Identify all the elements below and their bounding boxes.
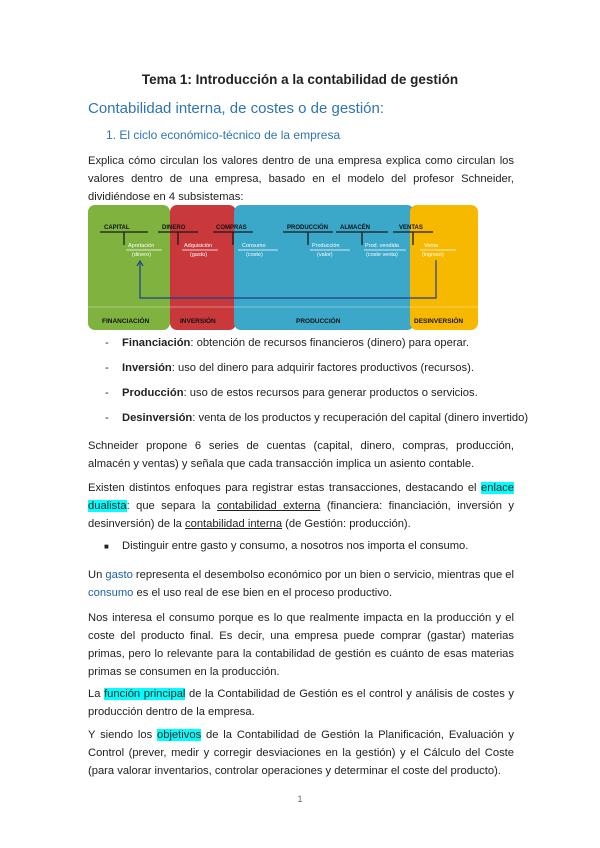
cell-prod-vendida-sub: (coste venta) xyxy=(366,252,398,258)
block-produccion xyxy=(234,205,414,330)
gasto-paragraph: Un gasto representa el desembolso económico por un bien o servicio, mientras que el consumo es el uso real de ese bien en el proceso productivo. xyxy=(88,569,515,599)
top-label-compras: COMPRAS xyxy=(216,225,247,231)
top-label-dinero: DINERO xyxy=(162,225,186,231)
funcion-paragraph: La función principal de la Contabilidad de Gestión es el control y análisis de costes y producción dentro de la empresa. xyxy=(88,688,514,718)
block-inversion xyxy=(170,205,236,330)
bullet-inversion: Inversión: uso del dinero para adquirir factores productivos (recursos). xyxy=(122,362,474,374)
intro-paragraph: Explica cómo circulan los valores dentro de una empresa explica como circulan los valores dentro de una empresa, basado en el modelo del profesor Schneider, dividiéndose en 4 subsistemas: xyxy=(88,155,514,203)
bullet-desinversion: Desinversión: venta de los productos y recuperación del capital (dinero invertido) xyxy=(122,412,529,424)
interesa-paragraph: Nos interesa el consumo porque es lo que realmente impacta en la producción y el coste del producto final. Es decir, una empresa puede comprar (gastar) materias primas, pero lo relevante para la contabilidad de gestión es cuánto de esas materias primas se consumen en la producción. xyxy=(88,612,514,678)
bullet-dash: - xyxy=(105,337,109,349)
cell-consumo-sub: (coste) xyxy=(246,252,263,258)
enfoques-paragraph: Existen distintos enfoques para registrar estas transacciones, destacando el enlace dualista: que separa la contabilidad externa (financiera: financiación, inversión y desinversión) de la contabilidad interna (de Gestión: producción). xyxy=(88,482,514,530)
cell-prod-vendida: Prod. vendida xyxy=(365,243,399,249)
square-bullet-icon: ■ xyxy=(104,542,109,551)
bottom-label-produccion: PRODUCCIÓN xyxy=(296,318,341,325)
page-number: 1 xyxy=(297,794,303,804)
cell-produccion: Producción xyxy=(312,243,340,249)
bottom-label-inversion: INVERSIÓN xyxy=(180,318,216,325)
top-label-almacen: ALMACÉN xyxy=(340,225,370,231)
cell-adquisicion: Adquisición xyxy=(184,243,213,249)
cell-venta-sub: (ingreso) xyxy=(422,252,444,258)
top-label-produccion: PRODUCCIÓN xyxy=(287,225,329,231)
schneider-diagram xyxy=(88,205,478,330)
square-bullet-text: Distinguir entre gasto y consumo, a nosotros nos importa el consumo. xyxy=(122,540,469,552)
bottom-label-desinversion: DESINVERSIÓN xyxy=(414,318,464,325)
cell-consumo: Consumo xyxy=(242,243,266,249)
section-heading: Contabilidad interna, de costes o de gestión: xyxy=(88,100,385,117)
bullet-dash: - xyxy=(105,362,109,374)
top-label-ventas: VENTAS xyxy=(399,225,423,231)
subsection-heading: 1. El ciclo económico-técnico de la empresa xyxy=(106,128,341,142)
bullet-dash: - xyxy=(105,412,109,424)
cell-adquisicion-sub: (gasto) xyxy=(190,252,208,258)
cell-aportacion-sub: (dinero) xyxy=(132,252,151,258)
bullet-dash: - xyxy=(105,387,109,399)
block-financiacion xyxy=(88,205,170,330)
block-desinversion xyxy=(410,205,478,330)
bottom-label-financiacion: FINANCIACIÓN xyxy=(102,318,150,325)
bullet-produccion: Producción: uso de estos recursos para generar productos o servicios. xyxy=(122,387,478,399)
cell-produccion-sub: (valor) xyxy=(317,252,333,258)
bullet-financiacion: Financiación: obtención de recursos financieros (dinero) para operar. xyxy=(122,337,469,349)
cell-venta: Venta xyxy=(424,243,439,249)
schneider-paragraph: Schneider propone 6 series de cuentas (capital, dinero, compras, producción, almacén y ventas) y señala que cada transacción implica un asiento contable. xyxy=(88,440,514,470)
page-title: Tema 1: Introducción a la contabilidad de gestión xyxy=(141,72,459,87)
cell-aportacion: Aportación xyxy=(128,243,155,249)
objetivos-paragraph: Y siendo los objetivos de la Contabilidad de Gestión la Planificación, Evaluación y Control (prever, medir y corregir desviaciones en la gestión) y el Cálculo del Coste (para valorar inventarios, controlar operaciones y determinar el coste del producto). xyxy=(88,729,514,777)
top-label-capital: CAPITAL xyxy=(104,225,130,231)
